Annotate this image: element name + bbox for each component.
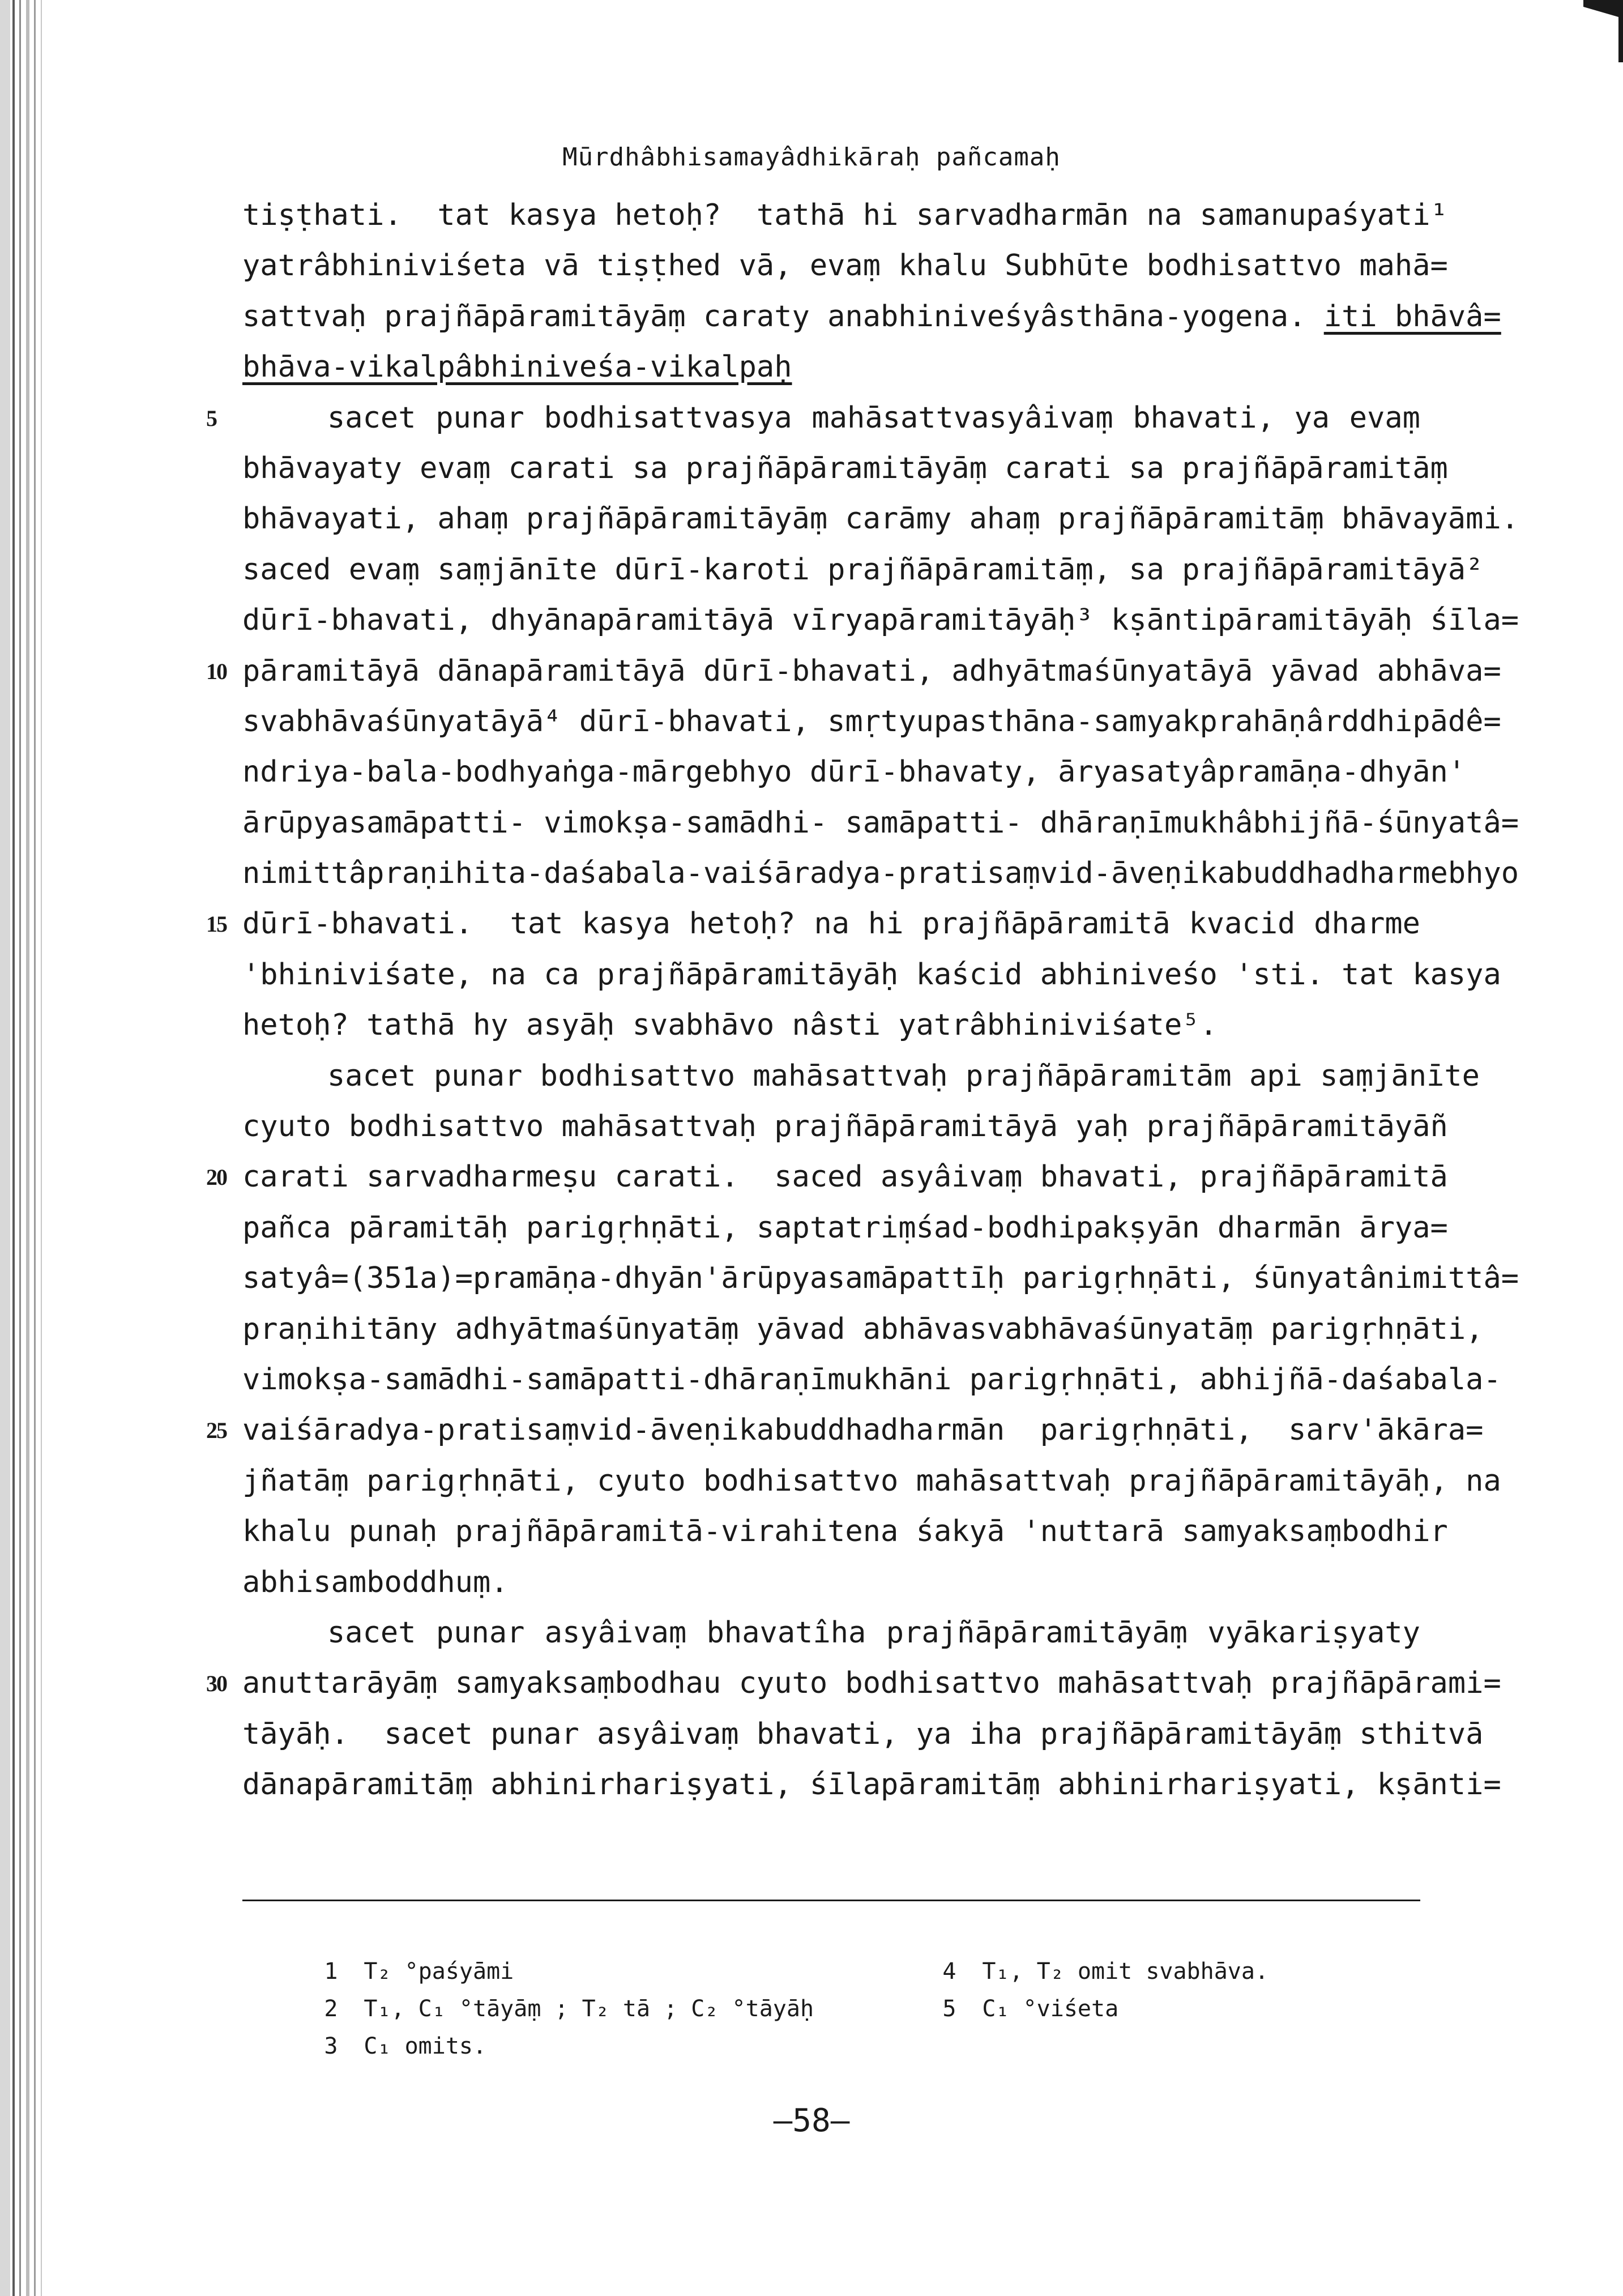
line-text: 'bhiniviśate, na ca prajñāpāramitāyāḥ kaścid abhiniveśo 'sti. tat kasya — [242, 957, 1501, 992]
line-text: hetoḥ? tathā hy asyāḥ svabhāvo nâsti yatrâbhiniviśate⁵. — [242, 1008, 1218, 1043]
footnote-number: 5 — [942, 1996, 956, 2022]
text-line — [206, 393, 1420, 443]
underlined-text: iti bhāvâ= — [1323, 299, 1501, 334]
text-line — [242, 1253, 1519, 1304]
text-line — [242, 342, 1420, 392]
line-text: carati sarvadharmeṣu carati. saced asyâivaṃ bhavati, prajñāpāramitā — [242, 1160, 1448, 1194]
line-text: vaiśāradya-pratisaṃvid-āveṇikabuddhadharmān parigṛhṇāti, sarv'ākāra= — [242, 1413, 1484, 1448]
footnote — [270, 1990, 486, 2102]
line-text: pāramitāyā dānapāramitāyā dūrī-bhavati, adhyātmaśūnyatāyā yāvad abhāva= — [242, 654, 1501, 688]
line-number: 20 — [206, 1164, 227, 1190]
line-text: dūrī-bhavati. tat kasya hetoḥ? na hi prajñāpāramitā kvacid dharme — [242, 907, 1420, 941]
line-text: ndriya-bala-bodhyaṅga-mārgebhyo dūrī-bhavaty, āryasatyâpramāṇa-dhyān' — [242, 755, 1466, 789]
text-line — [242, 545, 1484, 595]
line-number: 5 — [206, 405, 216, 431]
line-text: abhisamboddhuṃ. — [242, 1565, 509, 1599]
line-text: dūrī-bhavati, dhyānapāramitāyā vīryapāramitāyāḥ³ kṣāntipāramitāyāḥ śīla= — [242, 603, 1519, 638]
text-line — [206, 1658, 1501, 1709]
footnote-number: 3 — [324, 2033, 338, 2059]
text-line — [242, 1557, 1420, 1608]
line-text: tāyāḥ. sacet punar asyâivaṃ bhavati, ya iha prajñāpāramitāyāṃ sthitvā — [242, 1717, 1484, 1751]
footnote-text: C₁ omits. — [364, 2033, 487, 2059]
line-text: khalu punaḥ prajñāpāramitā-virahitena śakyā 'nuttarā samyaksaṃbodhir — [242, 1514, 1448, 1549]
text-line — [242, 697, 1501, 747]
text-line — [242, 1507, 1448, 1557]
line-text: saced evaṃ saṃjānīte dūrī-karoti prajñāpāramitāṃ, sa prajñāpāramitāyā² — [242, 552, 1484, 587]
page-number: —58— — [773, 2102, 850, 2139]
underlined-text: bhāva-vikalpâbhiniveśa-vikalpaḥ — [242, 350, 792, 385]
footnote-text: T₁, C₁ °tāyāṃ ; T₂ tā ; C₂ °tāyāḥ — [364, 1996, 814, 2022]
text-line — [242, 1456, 1501, 1507]
text-line — [242, 292, 1501, 342]
scan-corner-mark — [1583, 0, 1623, 62]
text-line — [242, 1608, 1420, 1658]
text-line — [242, 1051, 1480, 1102]
line-text: dānapāramitāṃ abhinirhariṣyati, śīlapāramitāṃ abhinirhariṣyati, kṣānti= — [242, 1768, 1501, 1802]
footnote — [888, 1953, 1118, 2065]
footnote-number: 4 — [942, 1958, 956, 1985]
text-line — [242, 1000, 1420, 1051]
line-text: pañca pāramitāḥ parigṛhṇāti, saptatriṃśad-bodhipakṣyān dharmān ārya= — [242, 1210, 1448, 1245]
line-text: satyâ=(351a)=pramāṇa-dhyān'ārūpyasamāpattīḥ parigṛhṇāti, śūnyatânimittâ= — [242, 1261, 1519, 1296]
scan-edge-lines — [0, 0, 51, 2296]
text-line — [206, 646, 1501, 697]
running-header: Mūrdhâbhisamayâdhikāraḥ pañcamaḥ — [562, 143, 1061, 172]
text-line — [242, 1203, 1448, 1253]
line-text: yatrâbhiniviśeta vā tiṣṭhed vā, evaṃ khalu Subhūte bodhisattvo mahā= — [242, 249, 1448, 283]
line-text: bhāvayaty evaṃ carati sa prajñāpāramitāyāṃ carati sa prajñāpāramitāṃ — [242, 451, 1448, 485]
line-text: sacet punar asyâivaṃ bhavatîha prajñāpāramitāyāṃ vyākariṣyaty — [327, 1615, 1420, 1650]
line-text: cyuto bodhisattvo mahāsattvaḥ prajñāpāramitāyā yaḥ prajñāpāramitāyāñ — [242, 1109, 1448, 1144]
text-line — [242, 241, 1448, 291]
text-line — [242, 1355, 1501, 1405]
line-text: sattvaḥ prajñāpāramitāyāṃ caraty anabhiniveśyâsthāna-yogena. — [242, 299, 1324, 334]
line-text: praṇihitāny adhyātmaśūnyatāṃ yāvad abhāvasvabhāvaśūnyatāṃ parigṛhṇāti, — [242, 1312, 1484, 1346]
text-line — [206, 1152, 1448, 1202]
line-text: jñatāṃ parigṛhṇāti, cyuto bodhisattvo mahāsattvaḥ prajñāpāramitāyāḥ, na — [242, 1463, 1501, 1498]
footnote-text: T₁, T₂ omit svabhāva. — [982, 1958, 1269, 1985]
line-number: 15 — [206, 911, 227, 937]
text-line — [242, 747, 1466, 797]
text-line — [242, 798, 1519, 848]
footnote-number: 1 — [324, 1958, 338, 1985]
text-line — [206, 1405, 1484, 1456]
line-number: 30 — [206, 1671, 227, 1697]
text-line — [242, 1102, 1448, 1152]
footnote-text: C₁ °viśeta — [982, 1996, 1119, 2022]
text-line — [242, 494, 1519, 544]
line-text: nimittâpraṇihita-daśabala-vaiśāradya-pratisaṃvid-āveṇikabuddhadharmebhyo — [242, 856, 1519, 891]
line-text: vimokṣa-samādhi-samāpatti-dhāraṇīmukhāni parigṛhṇāti, abhijñā-daśabala- — [242, 1362, 1501, 1397]
text-line — [242, 1709, 1484, 1760]
line-text: anuttarāyāṃ samyaksaṃbodhau cyuto bodhisattvo mahāsattvaḥ prajñāpārami= — [242, 1666, 1501, 1701]
line-text: svabhāvaśūnyatāyā⁴ dūrī-bhavati, smṛtyupasthāna-samyakprahāṇârddhipādê= — [242, 704, 1501, 739]
text-line — [206, 899, 1420, 949]
main-text — [206, 190, 1519, 1811]
footnote-text: T₂ °paśyāmi — [364, 1958, 514, 1985]
text-line — [242, 443, 1448, 494]
text-line — [242, 848, 1519, 899]
text-line — [242, 950, 1501, 1000]
text-line — [242, 1304, 1484, 1355]
footnote-rule — [242, 1900, 1420, 1901]
line-text: tiṣṭhati. tat kasya hetoḥ? tathā hi sarvadharmān na samanupaśyati¹ — [242, 198, 1448, 232]
text-line — [242, 595, 1519, 646]
line-number: 25 — [206, 1418, 227, 1444]
line-text: ārūpyasamāpatti- vimokṣa-samādhi- samāpatti- dhāraṇīmukhâbhijñā-śūnyatâ= — [242, 805, 1519, 840]
line-text: sacet punar bodhisattvasya mahāsattvasyâivaṃ bhavati, ya evaṃ — [327, 400, 1420, 435]
footnote-number: 2 — [324, 1996, 338, 2022]
line-text: sacet punar bodhisattvo mahāsattvaḥ prajñāpāramitām api saṃjānīte — [327, 1059, 1480, 1093]
line-number: 10 — [206, 658, 227, 684]
text-line — [242, 190, 1448, 241]
line-text: bhāvayati, ahaṃ prajñāpāramitāyāṃ carāmy ahaṃ prajñāpāramitāṃ bhāvayāmi. — [242, 502, 1519, 536]
text-line — [242, 1760, 1501, 1810]
